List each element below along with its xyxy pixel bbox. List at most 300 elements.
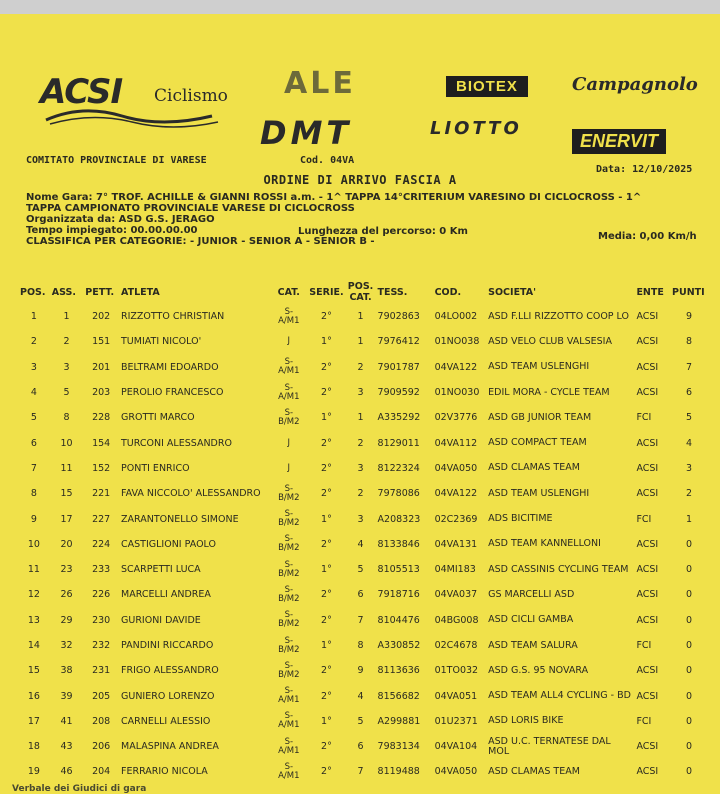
cell-pett: 203 <box>92 387 111 399</box>
cell-cod: 01TO032 <box>434 665 479 677</box>
cell-cat <box>270 481 307 506</box>
cell-punti: 6 <box>686 387 693 399</box>
col-ass: ASS. <box>51 286 76 298</box>
cat-line2: A/M1 <box>278 720 300 731</box>
cell-pett: 201 <box>92 361 111 373</box>
cell-poscat: 5 <box>357 715 364 727</box>
cell-pos: 3 <box>30 361 37 373</box>
cell-cod: 04VA051 <box>434 690 478 702</box>
cell-ass: 10 <box>60 437 73 449</box>
cell-ass: 32 <box>60 640 73 651</box>
cell-poscat: 3 <box>357 513 364 525</box>
cat-line1: S- <box>284 534 294 545</box>
cell-societa: ASD TEAM USLENGHI <box>488 361 590 373</box>
cell-poscat: 6 <box>357 589 364 601</box>
cell-poscat: 1 <box>357 412 364 424</box>
cat-line1: S- <box>284 407 294 418</box>
cell-cod: 04VA131 <box>434 538 478 550</box>
cell-societa: ASD U.C. TERNATESE DAL MOL <box>488 735 611 757</box>
cell-pett: 202 <box>92 311 111 323</box>
cat-line1: J <box>287 336 291 347</box>
table-header-row <box>18 280 708 304</box>
table-row <box>18 557 708 582</box>
cell-serie: 2° <box>321 614 332 626</box>
cell-ente: ACSI <box>636 311 659 323</box>
cell-pos: 5 <box>30 412 37 424</box>
cell-societa: GS MARCELLI ASD <box>488 588 575 600</box>
cell-tess: A208323 <box>377 513 421 525</box>
cell-tess: 7909592 <box>377 387 420 399</box>
cell-atleta: SCARPETTI LUCA <box>121 564 201 576</box>
cat-line2: B/M2 <box>278 669 300 680</box>
cell-pett: 152 <box>92 462 111 474</box>
cell-serie: 1° <box>321 412 332 424</box>
acsi-logo-subtext: Ciclismo <box>154 86 228 106</box>
time-taken: Tempo impiegato: 00.00.00.00 <box>26 225 198 236</box>
cell-pos: 16 <box>27 690 40 702</box>
cat-line1: S- <box>284 736 294 747</box>
cell-pett: 227 <box>92 513 111 525</box>
cell-pett: 233 <box>92 564 111 576</box>
cell-pos: 13 <box>27 614 40 626</box>
cell-serie: 2° <box>321 741 332 753</box>
cell-societa: ASD TEAM SALURA <box>488 639 578 651</box>
cell-serie: 1° <box>321 336 332 348</box>
cell-pos: 19 <box>27 766 40 778</box>
cell-ass: 1 <box>63 311 70 323</box>
cell-atleta: GUNIERO LORENZO <box>121 690 215 702</box>
cell-societa: ASD CICLI GAMBA <box>488 614 574 626</box>
cell-tess: A299881 <box>377 715 421 727</box>
cell-serie: 2° <box>321 589 332 601</box>
cell-pett: 232 <box>92 640 111 651</box>
col-tess: TESS. <box>377 286 408 298</box>
cat-line2: B/M2 <box>278 518 300 529</box>
cell-cat <box>270 304 307 329</box>
cell-atleta: RIZZOTTO CHRISTIAN <box>121 311 225 323</box>
table-row <box>18 456 708 481</box>
cell-poscat: 4 <box>357 538 364 550</box>
cat-line2: B/M2 <box>278 492 300 503</box>
cat-line2: B/M2 <box>278 568 300 579</box>
cell-atleta: BELTRAMI EDOARDO <box>121 361 219 373</box>
cell-punti: 1 <box>686 513 693 525</box>
cell-pett: 226 <box>92 589 111 601</box>
cell-ass: 5 <box>63 387 70 399</box>
cell-cat <box>270 380 307 405</box>
cell-ente: ACSI <box>636 462 659 474</box>
cell-atleta: GURIONI DAVIDE <box>121 614 201 626</box>
acsi-swoosh-icon <box>42 102 222 130</box>
cell-societa: ASD VELO CLUB VALSESIA <box>488 335 612 347</box>
cell-poscat: 9 <box>357 665 364 677</box>
cell-ente: ACSI <box>636 361 659 373</box>
cat-line2: A/M1 <box>278 695 300 706</box>
cell-pos: 2 <box>30 336 37 348</box>
cell-ente: FCI <box>636 715 652 727</box>
cell-serie: 2° <box>321 361 332 373</box>
cell-tess: A335292 <box>377 412 421 424</box>
cell-pos: 18 <box>27 741 40 753</box>
cat-line1: S- <box>284 711 294 722</box>
cat-line1: S- <box>284 761 294 772</box>
cat-line1: S- <box>284 635 294 646</box>
cell-poscat: 6 <box>357 741 364 753</box>
cell-ente: ACSI <box>636 589 659 601</box>
cell-atleta: MALASPINA ANDREA <box>121 741 219 753</box>
cell-tess: 8119488 <box>377 766 420 778</box>
cell-poscat: 3 <box>357 387 364 399</box>
cell-cod: 04VA037 <box>434 589 478 601</box>
cell-poscat: 2 <box>357 361 364 373</box>
cell-tess: 8105513 <box>377 564 420 576</box>
cell-atleta: MARCELLI ANDREA <box>121 589 211 601</box>
cell-serie: 1° <box>321 564 332 576</box>
cell-pett: 151 <box>92 336 111 348</box>
enervit-logo: ENERVIT <box>572 129 666 154</box>
col-punti: PUNTI <box>672 286 705 298</box>
cell-serie: 2° <box>321 462 332 474</box>
cell-atleta: TUMIATI NICOLO' <box>121 336 202 348</box>
acsi-logo <box>40 64 230 134</box>
cell-poscat: 1 <box>357 311 364 323</box>
table-row <box>18 658 708 683</box>
cell-cod: 04VA122 <box>434 361 478 373</box>
cell-cod: 04VA050 <box>434 766 478 778</box>
col-poscat-line1: POS. <box>347 281 374 292</box>
cell-tess: 8113636 <box>377 665 420 677</box>
col-pos: POS. <box>20 286 46 298</box>
cell-pos: 17 <box>27 715 40 727</box>
cell-cod: 01U2371 <box>434 715 478 727</box>
cell-societa: ADS BICITIME <box>488 513 553 525</box>
cell-punti: 9 <box>686 311 693 323</box>
cell-ente: ACSI <box>636 437 659 449</box>
cell-tess: 7978086 <box>377 488 420 500</box>
cell-cat <box>270 557 307 582</box>
cell-societa: ASD CLAMAS TEAM <box>488 462 580 474</box>
cell-ass: 41 <box>60 715 73 727</box>
cell-serie: 1° <box>321 640 332 651</box>
cell-ass: 3 <box>63 361 70 373</box>
cell-punti: 0 <box>686 766 693 778</box>
race-name-line2: TAPPA CAMPIONATO PROVINCIALE VARESE DI CICLOCROSS <box>26 203 355 214</box>
cell-punti: 5 <box>686 412 693 424</box>
cell-cod: 04VA104 <box>434 741 478 753</box>
cell-atleta: CASTIGLIONI PAOLO <box>121 538 216 550</box>
cat-line1: S- <box>284 509 294 520</box>
race-info <box>26 192 706 225</box>
cell-ass: 29 <box>60 614 73 626</box>
cell-poscat: 7 <box>357 614 364 626</box>
cell-ente: ACSI <box>636 766 659 778</box>
cell-serie: 2° <box>321 690 332 702</box>
table-row <box>18 355 708 380</box>
cat-line2: A/M1 <box>278 315 300 326</box>
cell-cat <box>270 506 307 531</box>
cell-serie: 2° <box>321 387 332 399</box>
cell-societa: ASD TEAM KANNELLONI <box>488 538 601 550</box>
cat-line1: J <box>287 437 291 448</box>
cell-societa: EDIL MORA - CYCLE TEAM <box>488 386 610 398</box>
cell-pett: 204 <box>92 766 111 778</box>
cell-cat <box>270 456 307 481</box>
organizer: Organizzata da: ASD G.S. JERAGO <box>26 214 215 225</box>
col-poscat-line2: CAT. <box>349 292 372 303</box>
course-length: Lunghezza del percorso: 0 Km <box>298 226 468 237</box>
cat-line2: B/M2 <box>278 619 300 630</box>
cell-tess: 8133846 <box>377 538 420 550</box>
cat-line2: A/M1 <box>278 770 300 781</box>
cell-cod: 02C2369 <box>434 513 478 525</box>
race-name-line1: Nome Gara: 7° TROF. ACHILLE & GIANNI ROSSI a.m. - 1^ TAPPA 14°CRITERIUM VARESINO DI CICLOCROSS - 1^ <box>26 192 642 203</box>
table-row <box>18 683 708 708</box>
ale-logo: ALE <box>284 66 356 101</box>
cell-ass: 11 <box>60 462 73 474</box>
cell-ente: ACSI <box>636 741 659 753</box>
footer-text: Verbale dei Giudici di gara <box>12 784 147 794</box>
cat-line1: S- <box>284 483 294 494</box>
cell-societa: ASD TEAM ALL4 CYCLING - BD <box>488 690 631 702</box>
cell-atleta: PANDINI RICCARDO <box>121 640 214 651</box>
cell-atleta: TURCONI ALESSANDRO <box>121 437 232 449</box>
liotto-logo: LIOTTO <box>430 118 522 139</box>
cat-line1: S- <box>284 584 294 595</box>
cell-poscat: 2 <box>357 488 364 500</box>
cell-poscat: 4 <box>357 690 364 702</box>
biotex-logo: BIOTEX <box>446 76 528 97</box>
cell-atleta: FRIGO ALESSANDRO <box>121 665 219 677</box>
cell-atleta: GROTTI MARCO <box>121 412 195 424</box>
table-row <box>18 633 708 658</box>
cell-pett: 221 <box>92 488 111 500</box>
page-title: ORDINE DI ARRIVO FASCIA A <box>263 173 457 187</box>
cell-pett: 228 <box>92 412 111 424</box>
cat-line1: S- <box>284 357 294 368</box>
cell-punti: 0 <box>686 589 693 601</box>
cell-punti: 2 <box>686 488 693 500</box>
cell-atleta: CARNELLI ALESSIO <box>121 715 211 727</box>
campagnolo-logo: Campagnolo <box>572 74 698 95</box>
race-date: Data: 12/10/2025 <box>596 164 693 175</box>
col-pett: PETT. <box>85 286 115 298</box>
cell-cat <box>270 683 307 708</box>
dmt-logo: DMT <box>260 114 353 152</box>
cell-serie: 2° <box>321 665 332 677</box>
table-row <box>18 709 708 734</box>
cell-pos: 11 <box>27 564 40 576</box>
cat-line1: S- <box>284 686 294 697</box>
cell-pett: 205 <box>92 690 111 702</box>
cell-cod: 02C4678 <box>434 640 478 651</box>
cell-ente: ACSI <box>636 665 659 677</box>
cell-societa: ASD TEAM USLENGHI <box>488 487 590 499</box>
cat-line2: A/M1 <box>278 366 300 377</box>
cell-ass: 26 <box>60 589 73 601</box>
cell-cat <box>270 355 307 380</box>
cell-cod: 04VA050 <box>434 462 478 474</box>
cell-punti: 0 <box>686 640 693 651</box>
table-row <box>18 405 708 430</box>
cell-societa: ASD CLAMAS TEAM <box>488 765 580 777</box>
cell-cat <box>270 658 307 683</box>
cell-cod: 04VA112 <box>434 437 478 449</box>
table-row <box>18 532 708 557</box>
cell-tess: 7901787 <box>377 361 420 373</box>
cell-atleta: ZARANTONELLO SIMONE <box>121 513 239 525</box>
cell-ente: FCI <box>636 640 652 651</box>
results-sheet <box>0 14 720 794</box>
cell-poscat: 1 <box>357 336 364 348</box>
table-row <box>18 759 708 784</box>
cat-line1: S- <box>284 610 294 621</box>
acsi-logo-text: ACSI <box>40 72 123 112</box>
cat-line2: B/M2 <box>278 644 300 655</box>
cell-ente: ACSI <box>636 336 659 348</box>
cell-punti: 8 <box>686 336 693 348</box>
cell-cod: 04LO002 <box>434 311 478 323</box>
cell-cod: 04BG008 <box>434 614 479 626</box>
cell-cod: 01NO038 <box>434 336 480 348</box>
cell-ente: ACSI <box>636 564 659 576</box>
cell-pett: 230 <box>92 614 111 626</box>
cell-ente: FCI <box>636 412 652 424</box>
cell-pos: 4 <box>30 387 37 399</box>
cell-pos: 14 <box>27 640 40 651</box>
col-ente: ENTE <box>636 286 664 298</box>
cell-ass: 39 <box>60 690 73 702</box>
cell-pett: 208 <box>92 715 111 727</box>
cell-societa: ASD COMPACT TEAM <box>488 437 587 449</box>
cat-line2: B/M2 <box>278 593 300 604</box>
cell-societa: ASD CASSINIS CYCLING TEAM <box>488 563 629 575</box>
cell-serie: 2° <box>321 488 332 500</box>
cell-serie: 2° <box>321 437 332 449</box>
table-row <box>18 608 708 633</box>
cat-line1: J <box>287 462 291 473</box>
cell-ass: 38 <box>60 665 73 677</box>
table-row <box>18 734 708 759</box>
cat-line2: A/M1 <box>278 391 300 402</box>
cell-cod: 01NO030 <box>434 387 480 399</box>
cat-line1: S- <box>284 660 294 671</box>
col-atleta: ATLETA <box>121 286 160 298</box>
cell-pett: 231 <box>92 665 111 677</box>
table-row <box>18 582 708 607</box>
cell-punti: 0 <box>686 614 693 626</box>
cell-tess: 8122324 <box>377 462 420 474</box>
cat-line2: A/M1 <box>278 745 300 756</box>
cell-cat <box>270 608 307 633</box>
results-table <box>18 280 708 785</box>
table-row <box>18 430 708 455</box>
cell-societa: ASD G.S. 95 NOVARA <box>488 664 589 676</box>
cell-pett: 206 <box>92 741 111 753</box>
cell-poscat: 2 <box>357 437 364 449</box>
table-row <box>18 329 708 354</box>
cell-ass: 43 <box>60 741 73 753</box>
cat-line2: B/M2 <box>278 543 300 554</box>
cell-atleta: FAVA NICCOLO' ALESSANDRO <box>121 488 261 500</box>
cell-tess: 7918716 <box>377 589 420 601</box>
cell-punti: 3 <box>686 462 693 474</box>
cell-serie: 2° <box>321 766 332 778</box>
cell-pos: 12 <box>27 589 40 601</box>
cell-pos: 9 <box>30 513 37 525</box>
cell-serie: 2° <box>321 311 332 323</box>
cell-punti: 0 <box>686 741 693 753</box>
cat-line1: S- <box>284 382 294 393</box>
col-cat: CAT. <box>277 286 300 298</box>
cell-ente: ACSI <box>636 614 659 626</box>
cell-societa: ASD F.LLI RIZZOTTO COOP LO <box>488 310 629 322</box>
cell-pos: 7 <box>30 462 37 474</box>
cell-cat <box>270 582 307 607</box>
cell-ente: ACSI <box>636 538 659 550</box>
cell-cat <box>270 532 307 557</box>
classification: CLASSIFICA PER CATEGORIE: - JUNIOR - SENIOR A - SENIOR B - <box>26 236 375 247</box>
cell-atleta: PONTI ENRICO <box>121 462 190 474</box>
table-row <box>18 380 708 405</box>
cell-punti: 0 <box>686 690 693 702</box>
cell-atleta: PEROLIO FRANCESCO <box>121 387 224 399</box>
cell-tess: 7983134 <box>377 741 420 753</box>
cat-line2: B/M2 <box>278 416 300 427</box>
col-cod: COD. <box>434 286 462 298</box>
committee-name: COMITATO PROVINCIALE DI VARESE <box>26 155 207 166</box>
cell-poscat: 8 <box>357 640 364 651</box>
cell-tess: 7976412 <box>377 336 420 348</box>
cell-ente: FCI <box>636 513 652 525</box>
cat-line1: S- <box>284 306 294 317</box>
committee-code: Cod. 04VA <box>300 155 355 166</box>
cell-cat <box>270 329 307 354</box>
cell-cat <box>270 759 307 784</box>
cell-ass: 17 <box>60 513 73 525</box>
cell-serie: 2° <box>321 538 332 550</box>
cell-societa: ASD LORIS BIKE <box>488 715 564 727</box>
cell-ass: 46 <box>60 766 73 778</box>
cell-cat <box>270 709 307 734</box>
cell-punti: 0 <box>686 538 693 550</box>
sponsor-logos <box>0 14 720 164</box>
cell-pett: 154 <box>92 437 111 449</box>
cell-tess: A330852 <box>377 640 421 651</box>
cell-cat <box>270 633 307 658</box>
cell-ente: ACSI <box>636 488 659 500</box>
cell-pett: 224 <box>92 538 111 550</box>
cell-punti: 0 <box>686 564 693 576</box>
cell-cod: 04MI183 <box>434 564 476 576</box>
cell-pos: 15 <box>27 665 40 677</box>
cell-ass: 20 <box>60 538 73 550</box>
col-serie: SERIE. <box>309 286 344 298</box>
cell-ass: 23 <box>60 564 73 576</box>
cell-ass: 8 <box>63 412 70 424</box>
cell-punti: 0 <box>686 665 693 677</box>
cell-ente: ACSI <box>636 690 659 702</box>
cell-poscat: 3 <box>357 462 364 474</box>
cell-tess: 8104476 <box>377 614 420 626</box>
cell-pos: 1 <box>30 311 37 323</box>
cell-pos: 6 <box>30 437 37 449</box>
cell-poscat: 5 <box>357 564 364 576</box>
cell-ass: 15 <box>60 488 73 500</box>
table-row <box>18 481 708 506</box>
cell-serie: 1° <box>321 513 332 525</box>
top-edge <box>0 0 720 14</box>
cell-cat <box>270 430 307 455</box>
